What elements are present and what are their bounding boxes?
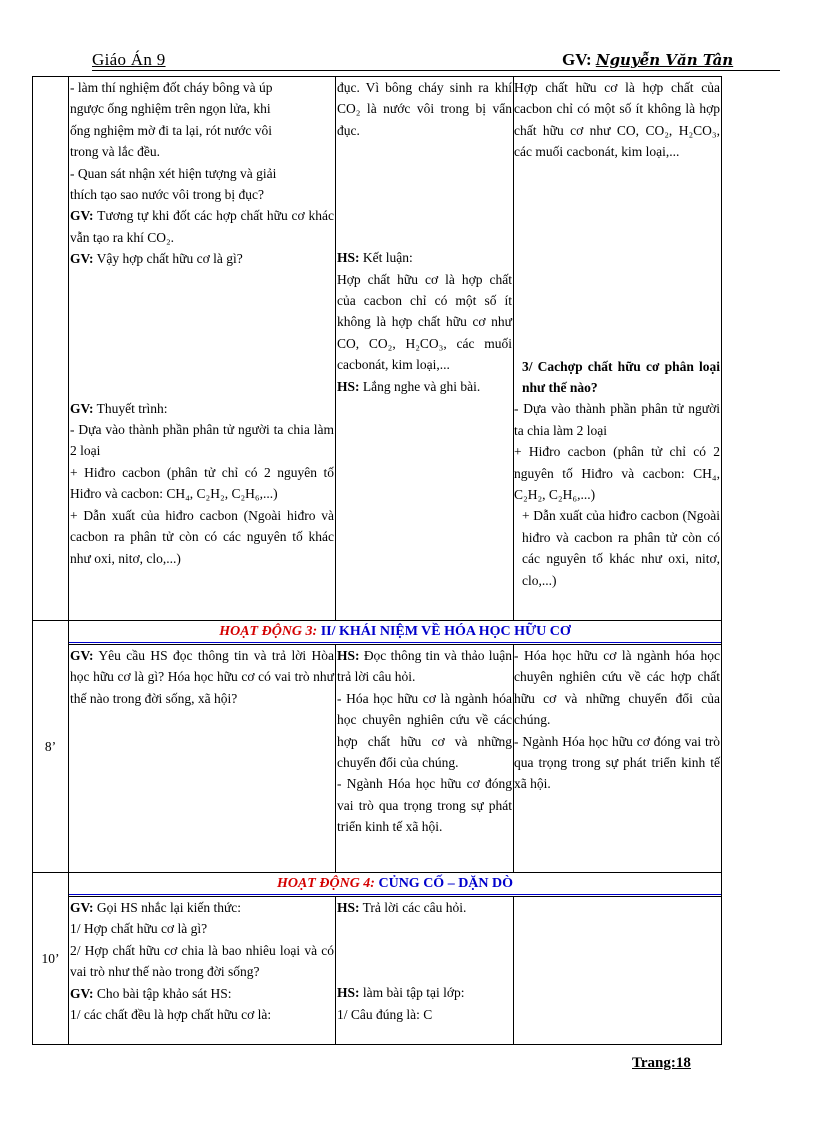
student-activity-cell xyxy=(336,645,514,873)
table-row xyxy=(33,77,722,621)
hs-line: - Hóa học hữu cơ là ngành hóa học chuyên nghiên cứu về các hợp chất hữu cơ và những chuyển đổi của chúng. xyxy=(337,690,512,771)
header-gv-label: GV: xyxy=(562,50,592,69)
gv-paragraph xyxy=(70,645,334,709)
activity-label: HOẠT ĐỘNG 3: xyxy=(219,624,318,639)
gv-line: - Quan sát nhận xét hiện tượng và giải xyxy=(70,165,277,181)
hs-line: - Ngành Hóa học hữu cơ đóng vai trò qua trọng trong sự phát triển kinh tế xã hội. xyxy=(337,776,512,835)
table-row xyxy=(33,873,722,897)
content-line: - Hóa học hữu cơ là ngành hóa học chuyên nghiên cứu về các hợp chất hữu cơ và những chuyển đổi của chúng. xyxy=(514,648,720,728)
table-row xyxy=(33,897,722,1045)
content-text: Hợp chất hữu cơ là hợp chất của cacbon chỉ có một số ít không là hợp chất hữu cơ như CO, CO₂, H₂CO₃, các muối cacbonát, kim loại,... xyxy=(514,80,720,160)
hs-paragraph xyxy=(337,982,512,1003)
hs-label: HS: xyxy=(337,900,360,915)
gv-label: GV: xyxy=(70,985,94,1001)
gv-text: Tương tự khi đốt các hợp chất hữu cơ khác vẫn tạo ra khí CO₂. xyxy=(70,208,334,245)
gv-label: GV: xyxy=(70,900,94,915)
hs-text: Hợp chất hữu cơ là hợp chất của cacbon chỉ có một số ít không là hợp chất hữu cơ như CO, CO₂, H₂CO₃, các muối cacbonát, kim loại,... xyxy=(337,271,512,373)
gv-line: - Dựa vào thành phần phân tử người ta chia làm 2 loại xyxy=(70,422,334,459)
content-line: - Ngành Hóa học hữu cơ đóng vai trò qua trọng trong sự phát triển kinh tế xã hội. xyxy=(514,733,720,792)
hs-paragraph xyxy=(337,645,512,688)
gv-text: Gọi HS nhắc lại kiến thức: xyxy=(96,900,242,915)
time-value: 10’ xyxy=(41,950,60,966)
lesson-table xyxy=(32,76,722,1045)
activity-title: CỦNG CỐ – DẶN DÒ xyxy=(378,876,514,891)
content-line: + Dẫn xuất của hiđro cacbon (Ngoài hiđro và cacbon ra phân tử còn có các nguyên tố khác như oxi, nitơ, clo,...) xyxy=(522,508,720,588)
teacher-activity-cell xyxy=(69,645,336,873)
hs-text: Đọc thông tin và thảo luận trả lời câu hỏi. xyxy=(337,648,512,685)
gv-paragraph xyxy=(70,248,334,269)
hs-text: đục. Vì bông cháy sinh ra khí CO₂ là nước vôi trong bị vẩn đục. xyxy=(337,80,512,138)
header-teacher xyxy=(562,50,733,70)
gv-paragraph xyxy=(70,983,334,1004)
gv-line: - làm thí nghiệm đốt cháy bông và úp xyxy=(70,80,273,95)
content-cell xyxy=(514,645,722,873)
hs-line: 1/ Câu đúng là: C xyxy=(337,1006,433,1022)
time-cell xyxy=(33,873,69,1045)
hs-text: Lắng nghe và ghi bài. xyxy=(362,378,481,394)
activity-header xyxy=(69,873,722,897)
teacher-activity-cell xyxy=(69,897,336,1045)
time-cell xyxy=(33,621,69,873)
student-activity-cell xyxy=(336,77,514,621)
table-row xyxy=(33,621,722,645)
activity-header xyxy=(69,621,722,645)
hs-paragraph xyxy=(337,247,512,268)
activity-title: II/ KHÁI NIỆM VỀ HÓA HỌC HỮU CƠ xyxy=(320,624,571,639)
gv-line: 1/ Hợp chất hữu cơ là gì? xyxy=(70,921,208,937)
gv-line: 2/ Hợp chất hữu cơ chia là bao nhiêu loại và có vai trò như thế nào trong đời sống? xyxy=(70,942,334,980)
content-cell xyxy=(514,897,722,1045)
gv-label: GV: xyxy=(70,251,94,267)
time-value: 8’ xyxy=(44,738,57,754)
gv-line: trong và lắc đều. xyxy=(70,144,160,160)
hs-label: HS: xyxy=(337,648,360,663)
teacher-activity-cell xyxy=(69,77,336,621)
time-cell xyxy=(33,77,69,621)
gv-text: Thuyết trình: xyxy=(96,400,168,416)
header-rule xyxy=(92,70,780,71)
gv-text: Vậy hợp chất hữu cơ là gì? xyxy=(96,251,243,267)
gv-label: GV: xyxy=(70,208,94,224)
header-subject: Giáo Án 9 xyxy=(92,50,166,69)
hs-label: HS: xyxy=(337,378,360,394)
activity-label: HOẠT ĐỘNG 4: xyxy=(276,876,375,891)
gv-paragraph xyxy=(70,897,334,918)
page-number: Trang:18 xyxy=(632,1055,691,1071)
hs-text: Trả lời các câu hỏi. xyxy=(362,900,467,915)
table-row xyxy=(33,645,722,873)
gv-label: GV: xyxy=(70,400,94,416)
gv-line: 1/ các chất đều là hợp chất hữu cơ là: xyxy=(70,1007,272,1023)
hs-paragraph xyxy=(337,376,512,397)
gv-label: GV: xyxy=(70,648,94,663)
hs-title: Kết luận: xyxy=(362,250,413,266)
gv-line: + Dẫn xuất của hiđro cacbon (Ngoài hiđro và cacbon ra phân tử còn có các nguyên tố khác như oxi, nitơ, clo,...) xyxy=(70,507,334,566)
hs-text: làm bài tập tại lớp: xyxy=(362,985,465,1001)
content-line: + Hiđro cacbon (phân tử chỉ có 2 nguyên tố Hiđro và cacbon: CH₄, C₂H₂, C₂H₆,...) xyxy=(514,444,720,503)
gv-line: + Hiđro cacbon (phân tử chỉ có 2 nguyên tố Hiđro và cacbon: CH₄, C₂H₂, C₂H₆,...) xyxy=(70,464,334,502)
gv-line: ống nghiệm mờ đi ta lại, rót nước vôi xyxy=(70,122,272,138)
header-teacher-name: Nguyễn Văn Tân xyxy=(595,51,734,69)
gv-paragraph xyxy=(70,205,334,248)
gv-line: thích tạo sao nước vôi trong bị đục? xyxy=(70,187,265,203)
gv-line: ngược ống nghiệm trên ngọn lửa, khi xyxy=(70,101,271,117)
student-activity-cell xyxy=(336,897,514,1045)
gv-text: Cho bài tập khảo sát HS: xyxy=(96,985,232,1001)
hs-label: HS: xyxy=(337,985,360,1001)
hs-paragraph xyxy=(337,897,512,918)
hs-label: HS: xyxy=(337,250,360,266)
content-cell xyxy=(514,77,722,621)
content-subtitle: 3/ Cachợp chất hữu cơ phân loại như thế nào? xyxy=(522,358,720,396)
content-line: - Dựa vào thành phần phân tử người ta chia làm 2 loại xyxy=(514,401,720,438)
gv-paragraph xyxy=(70,398,334,419)
gv-text: Yêu cầu HS đọc thông tin và trả lời Hòa học hữu cơ là gì? Hóa học hữu cơ có vai trò như thế nào trong đời sống, xã hội? xyxy=(70,648,334,706)
